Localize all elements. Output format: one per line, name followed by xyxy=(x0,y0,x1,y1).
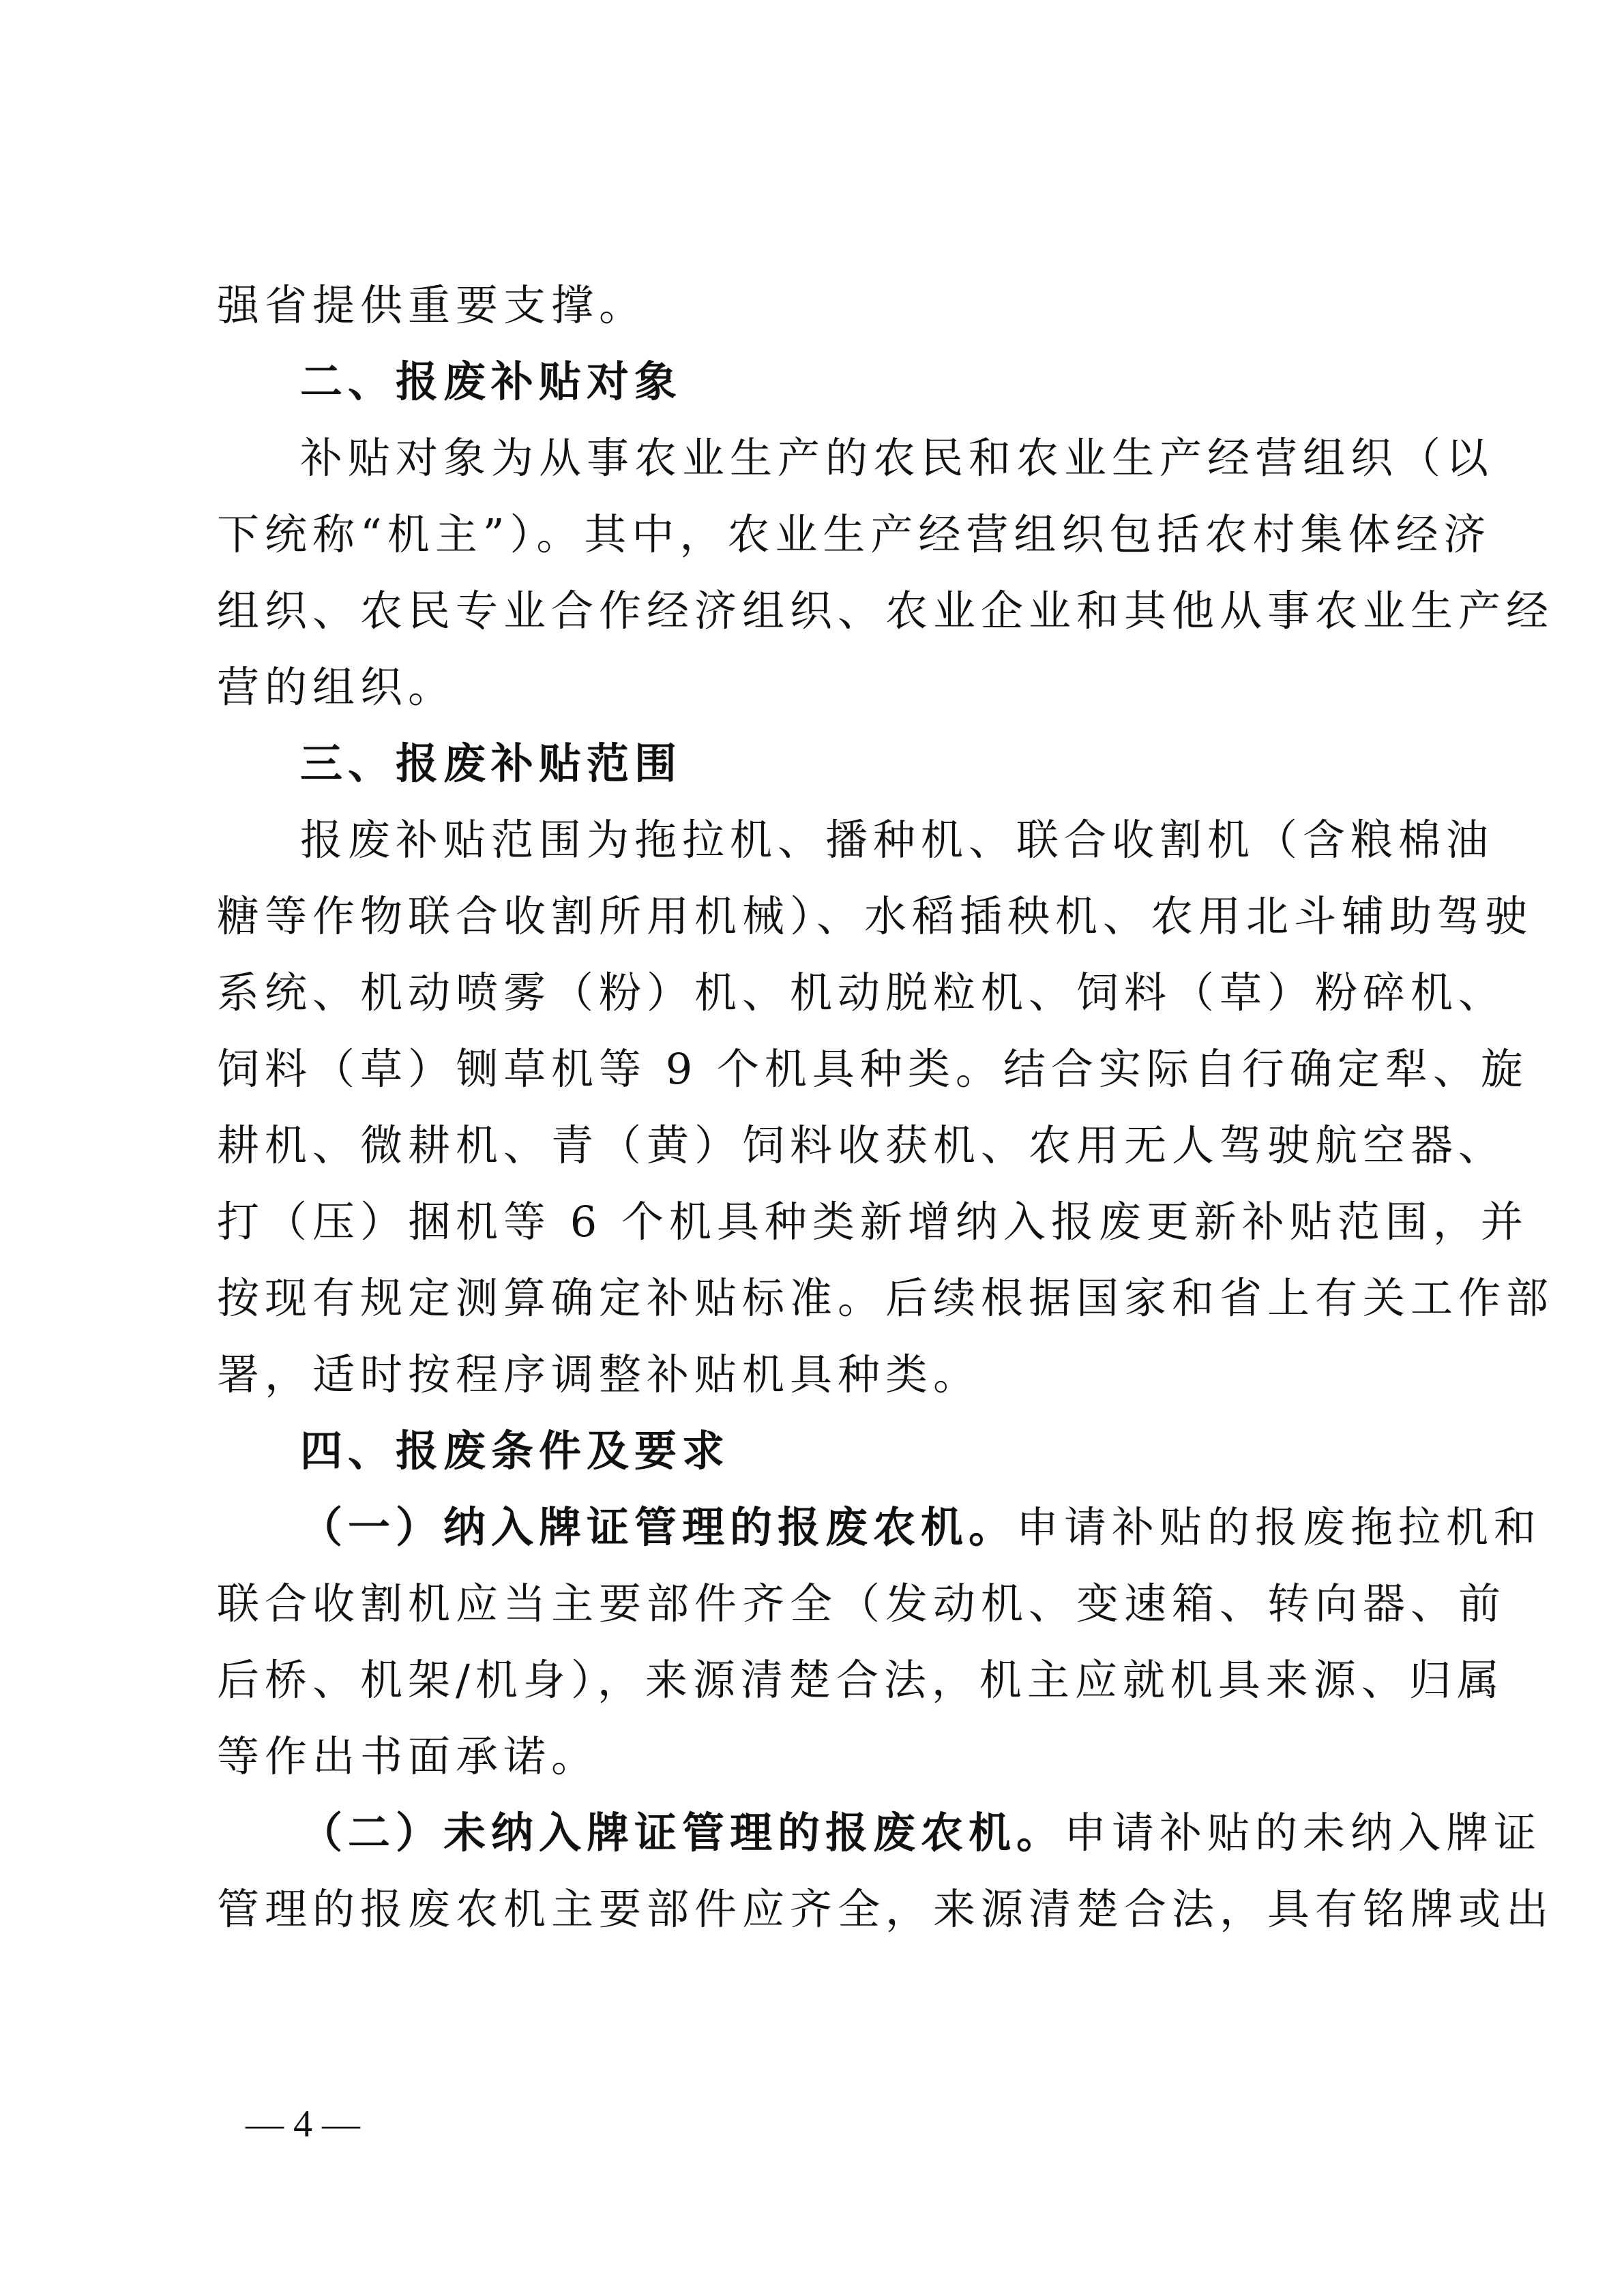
section-heading: 二、报废补贴对象 xyxy=(300,357,683,406)
paragraph-line: 下统称“机主”）。其中，农业生产经营组织包括农村集体经济 xyxy=(217,509,1492,559)
paragraph-line: 营的组织。 xyxy=(217,662,456,712)
paragraph-line: 饲料（草）铡草机等 9 个机具种类。结合实际自行确定犁、旋 xyxy=(217,1044,1529,1094)
paragraph-text: 申请补贴的未纳入牌证 xyxy=(1064,1808,1542,1858)
paragraph-line: 管理的报废农机主要部件应齐全，来源清楚合法，具有铭牌或出 xyxy=(217,1884,1554,1934)
subsection-lead: （二）未纳入牌证管理的报废农机。 xyxy=(300,1808,1065,1858)
paragraph-line: 补贴对象为从事农业生产的农民和农业生产经营组织（以 xyxy=(300,433,1494,483)
paragraph-line: 联合收割机应当主要部件齐全（发动机、变速箱、转向器、前 xyxy=(217,1579,1507,1628)
paragraph-line: 按现有规定测算确定补贴标准。后续根据国家和省上有关工作部 xyxy=(217,1273,1554,1323)
paragraph-line: 署，适时按程序调整补贴机具种类。 xyxy=(217,1350,981,1399)
paragraph-line: 强省提供重要支撑。 xyxy=(217,280,647,330)
paragraph-line: 系统、机动喷雾（粉）机、机动脱粒机、饲料（草）粉碎机、 xyxy=(217,968,1507,1017)
paragraph-line xyxy=(300,1500,1542,1555)
paragraph-line: 报废补贴范围为拖拉机、播种机、联合收割机（含粮棉油 xyxy=(300,815,1494,865)
paragraph-line: 耕机、微耕机、青（黄）饲料收获机、农用无人驾驶航空器、 xyxy=(217,1120,1507,1170)
section-heading: 四、报废条件及要求 xyxy=(300,1426,730,1476)
paragraph-line xyxy=(300,1806,1542,1860)
paragraph-line: 后桥、机架/机身），来源清楚合法，机主应就机具来源、归属 xyxy=(217,1655,1505,1705)
paragraph-line: 糖等作物联合收割所用机械）、水稻插秧机、农用北斗辅助驾驶 xyxy=(217,891,1533,941)
subsection-lead: （一）纳入牌证管理的报废农机。 xyxy=(300,1502,1017,1552)
paragraph-line: 组织、农民专业合作经济组织、农业企业和其他从事农业生产经 xyxy=(217,586,1554,636)
page-number: — 4 — xyxy=(246,2103,360,2145)
paragraph-line: 打（压）捆机等 6 个机具种类新增纳入报废更新补贴范围，并 xyxy=(217,1197,1529,1247)
paragraph-text: 申请补贴的报废拖拉机和 xyxy=(1016,1502,1542,1552)
paragraph-line: 等作出书面承诺。 xyxy=(217,1731,600,1781)
section-heading: 三、报废补贴范围 xyxy=(300,739,683,788)
